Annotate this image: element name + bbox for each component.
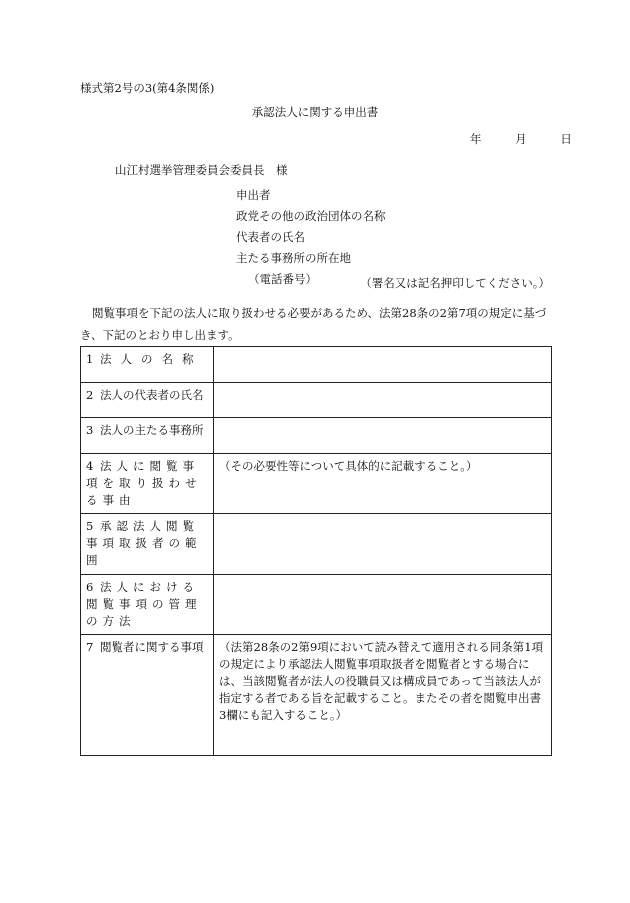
row-label: 1 法人の名称 <box>81 347 214 383</box>
row-value[interactable]: （その必要性等について具体的に記載すること。） <box>214 454 552 514</box>
table-row <box>81 383 552 418</box>
rep-name-label: 代表者の氏名 <box>236 230 305 244</box>
row-value[interactable]: （法第28条の2第9項において読み替えて適用される同条第1項の規定により承認法人閲覧事項取扱者を閲覧者とする場合には、当該閲覧者が法人の役職員又は構成員であって当該法人が指定する者である旨を記載すること。またその者を閲覧申出書3欄にも記入すること。） <box>214 635 552 756</box>
table-row <box>81 635 552 756</box>
items-table <box>80 346 552 756</box>
date-month: 月 <box>515 132 527 146</box>
date-year: 年 <box>470 132 482 146</box>
table-row <box>81 575 552 635</box>
phone-label: （電話番号） <box>248 272 317 286</box>
org-name-label: 政党その他の政治団体の名称 <box>236 209 386 223</box>
table-row <box>81 454 552 514</box>
row-value[interactable] <box>214 347 552 383</box>
row-label: 2 法人の代表者の氏名 <box>81 383 214 418</box>
date-line <box>470 131 572 147</box>
row-value[interactable] <box>214 383 552 418</box>
row-value[interactable] <box>214 575 552 635</box>
body-text: 閲覧事項を下記の法人に取り扱わせる必要があるため、法第28条の2第7項の規定に基づき、下記のとおり申し出ます。 <box>80 306 547 342</box>
table-row <box>81 418 552 454</box>
sign-note: （署名又は記名押印してください。） <box>360 276 550 290</box>
row-label: 3 法人の主たる事務所 <box>81 418 214 454</box>
office-address-label: 主たる事務所の所在地 <box>236 251 351 265</box>
table-row <box>81 347 552 383</box>
date-day: 日 <box>560 132 572 146</box>
row-label: 4 法人に閲覧事項を取り扱わせる事由 <box>81 454 214 514</box>
row-label: 7 閲覧者に関する事項 <box>81 635 214 756</box>
row-value[interactable] <box>214 418 552 454</box>
row-label: 6 法人における閲覧事項の管理の方法 <box>81 575 214 635</box>
document-title: 承認法人に関する申出書 <box>251 105 379 119</box>
addressee: 山江村選挙管理委員会委員長 様 <box>115 163 288 177</box>
form-number: 様式第2号の3(第4条関係) <box>80 81 215 95</box>
row-label: 5 承認法人閲覧事項取扱者の範囲 <box>81 514 214 575</box>
table-row <box>81 514 552 575</box>
applicant-label: 申出者 <box>236 188 271 202</box>
row-value[interactable] <box>214 514 552 575</box>
